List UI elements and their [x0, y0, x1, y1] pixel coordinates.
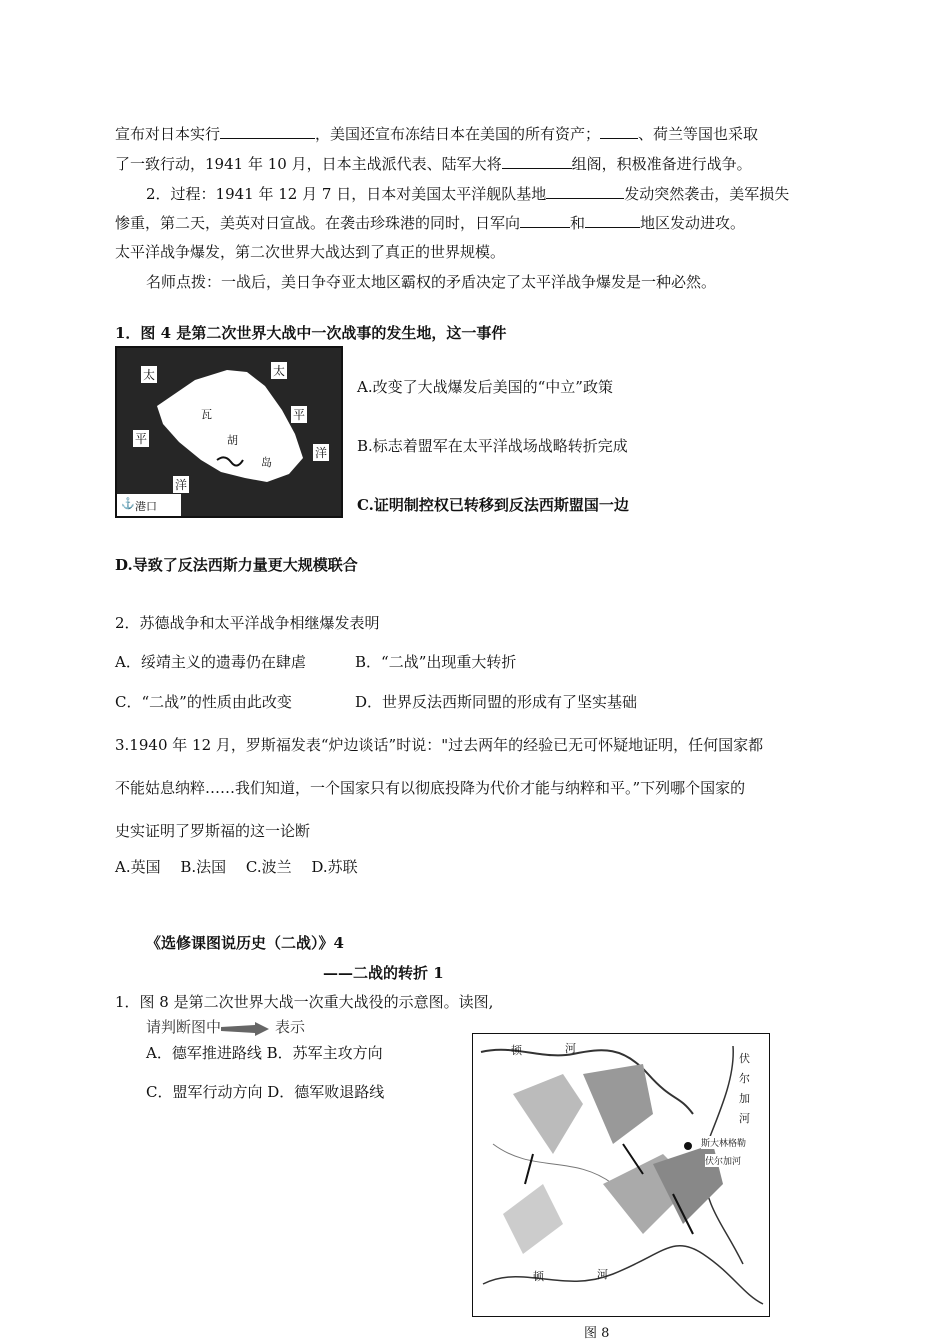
map2-label-don: 顿 — [533, 1270, 544, 1283]
answer-blank — [502, 154, 572, 169]
map2-label-er: 尔 — [739, 1072, 750, 1085]
map-label-hu: 胡 — [227, 434, 238, 447]
map-label-yang: 洋 — [175, 478, 188, 492]
map2-label-he: 河 — [597, 1268, 608, 1281]
map2-label-he: 河 — [565, 1042, 576, 1055]
q2-option-b: B．“二战”出现重大转折 — [355, 653, 517, 671]
answer-blank — [520, 213, 570, 228]
q2-option-d: D．世界反法西斯同盟的形成有了坚实基础 — [355, 693, 638, 711]
q1-option-c: C.证明制控权已转移到反法西斯盟国一边 — [357, 496, 629, 514]
intro-text: 了一致行动，1941 年 10 月，日本主战派代表、陆军大将 — [115, 155, 502, 173]
map2-label-jia: 加 — [739, 1092, 750, 1105]
q1-option-d: D.导致了反法西斯力量更大规模联合 — [115, 556, 358, 574]
section-title: 《选修课图说历史（二战）》4 — [146, 934, 344, 952]
map-legend-port: 港口 — [135, 500, 157, 513]
intro-line-1 — [115, 124, 758, 144]
q4-options-cd: C．盟军行动方向 D．德军败退路线 — [146, 1083, 385, 1101]
answer-blank — [220, 124, 315, 139]
answer-blank — [546, 184, 624, 199]
intro-line-4 — [115, 213, 745, 233]
map2-label-don: 顿 — [511, 1044, 522, 1057]
answer-blank — [600, 124, 638, 139]
map-label-ping: 平 — [135, 432, 148, 446]
q3-line-3: 史实证明了罗斯福的这一论断 — [115, 822, 311, 840]
figure-8-caption: 图 8 — [584, 1326, 610, 1341]
anchor-icon: ⚓ — [121, 497, 135, 510]
q1-stem: 1．图 4 是第二次世界大战中一次战事的发生地，这一事件 — [115, 324, 507, 342]
q1-option-a: A.改变了大战爆发后美国的“中立”政策 — [357, 378, 613, 396]
q2-option-a: A．绥靖主义的遗毒仍在肆虐 — [115, 653, 306, 671]
pearl-harbor-map — [115, 346, 343, 518]
map-label-tai: 太 — [273, 364, 286, 378]
stalingrad-battle-map — [472, 1033, 770, 1317]
q4-ask-text: 表示 — [275, 1018, 306, 1036]
q3-line-1: 3.1940 年 12 月，罗斯福发表“炉边谈话”时说："过去两年的经验已无可怀疑地证明，任何国家都 — [115, 736, 764, 754]
q3-line-2: 不能姑息纳粹……我们知道，一个国家只有以彻底投降为代价才能与纳粹和平。”下列哪个国家的 — [115, 779, 746, 797]
map-label-dao: 岛 — [261, 456, 272, 469]
map-label-tai: 太 — [143, 368, 156, 382]
answer-blank — [585, 213, 640, 228]
q2-stem: 2．苏德战争和太平洋战争相继爆发表明 — [115, 614, 380, 632]
intro-text: 组阁，积极准备进行战争。 — [571, 155, 752, 173]
map2-label-fu: 伏 — [739, 1052, 750, 1065]
intro-text: 惨重，第二天，美英对日宣战。在袭击珍珠港的同时，日军向 — [115, 214, 521, 232]
teacher-tip: 名师点拨：一战后，美日争夺亚太地区霸权的矛盾决定了太平洋战争爆发是一种必然。 — [146, 273, 717, 291]
intro-text: 2．过程：1941 年 12 月 7 日，日本对美国太平洋舰队基地 — [146, 185, 547, 203]
intro-text: ，美国还宣布冻结日本在美国的所有资产； — [315, 125, 601, 143]
map2-label-he: 河 — [739, 1112, 750, 1125]
q4-options-ab: A．德军推进路线 B．苏军主攻方向 — [146, 1044, 383, 1062]
map-label-ping: 平 — [293, 408, 306, 422]
battle-arrows-map — [473, 1034, 769, 1316]
q2-option-c: C．“二战”的性质由此改变 — [115, 693, 292, 711]
intro-text: 、荷兰等国也采取 — [638, 125, 759, 143]
q1-option-b: B.标志着盟军在太平洋战场战略转折完成 — [357, 437, 628, 455]
q4-ask — [146, 1017, 305, 1037]
thick-arrow-icon — [221, 1021, 269, 1035]
q4-stem: 1．图 8 是第二次世界大战一次重大战役的示意图。读图, — [115, 993, 494, 1011]
intro-text: 宣布对日本实行 — [115, 125, 221, 143]
intro-text: 和 — [570, 214, 586, 232]
intro-text: 发动突然袭击，美军损失 — [624, 185, 790, 203]
q3-options: A.英国 B.法国 C.波兰 D.苏联 — [115, 858, 358, 876]
map-label-wa: 瓦 — [201, 408, 212, 421]
intro-line-5: 太平洋战争爆发，第二次世界大战达到了真正的世界规模。 — [115, 243, 506, 261]
map2-label-stalingrad: 斯大林格勒 — [701, 1136, 746, 1149]
section-subtitle: ——二战的转折 1 — [323, 964, 444, 982]
map-label-yang: 洋 — [315, 446, 328, 460]
intro-text: 地区发动进攻。 — [640, 214, 746, 232]
intro-line-3 — [146, 184, 789, 204]
map2-label-volga-river: 伏尔加河 — [705, 1154, 741, 1167]
intro-line-2 — [115, 154, 752, 174]
q4-ask-text: 请判断图中 — [146, 1018, 222, 1036]
